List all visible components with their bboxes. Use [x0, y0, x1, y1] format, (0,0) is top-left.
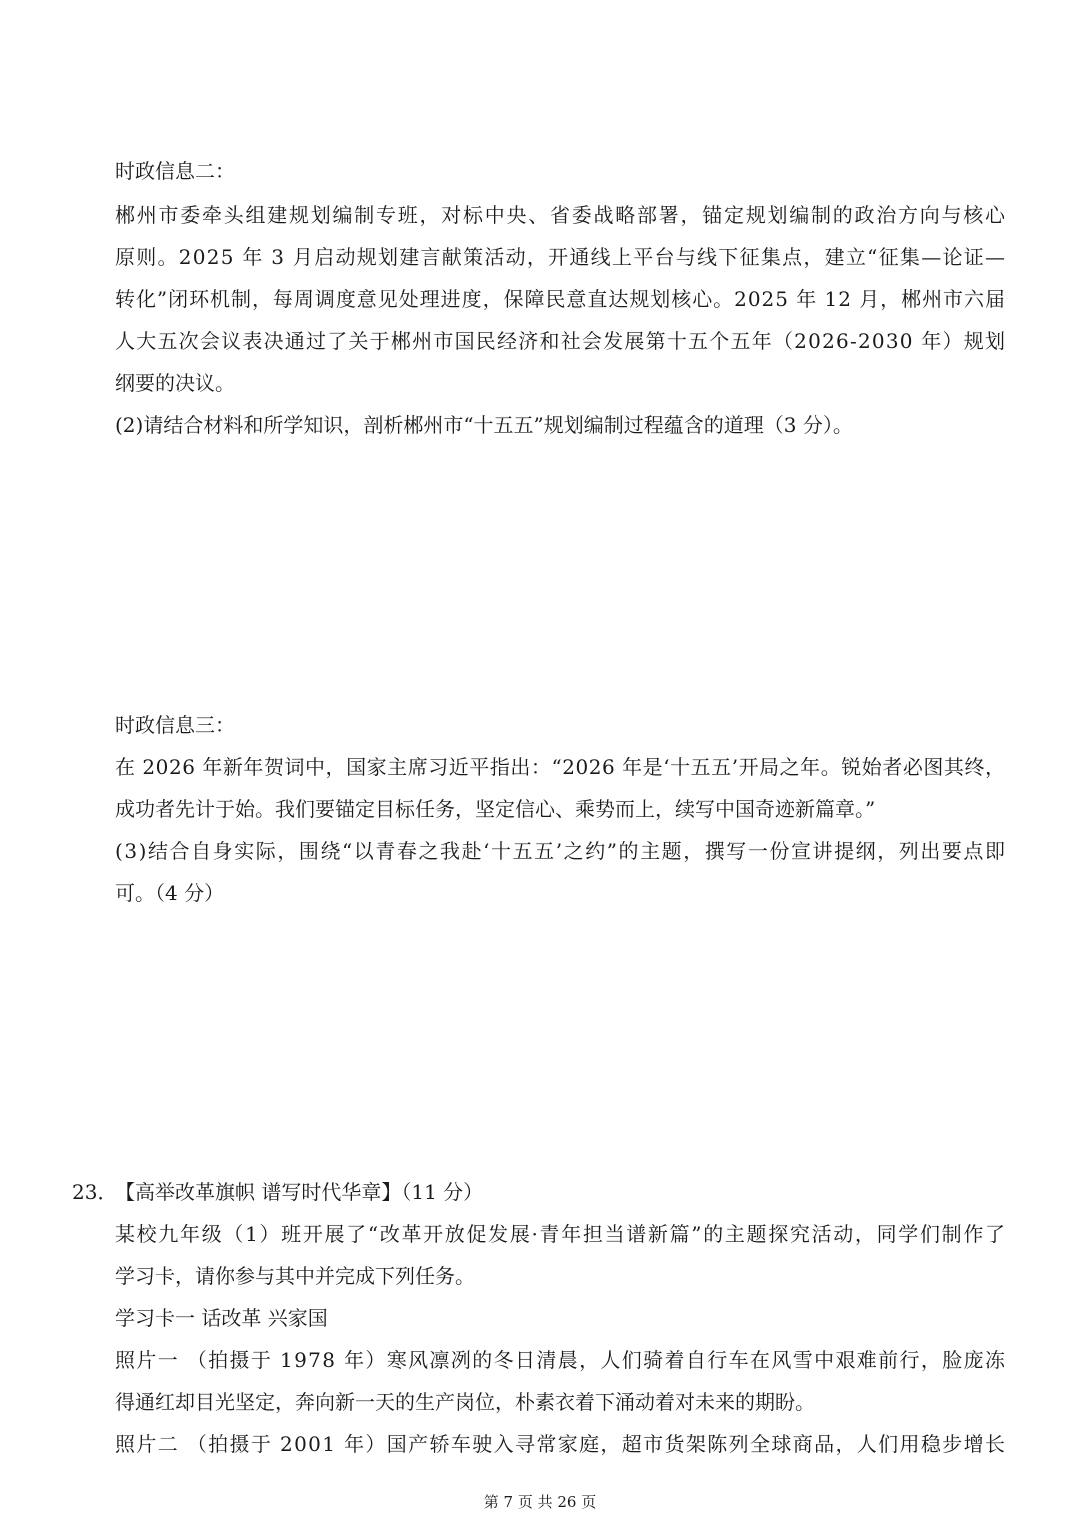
block3-question-line-1: (3)结合自身实际，围绕“以青春之我赴‘十五五’之约”的主题，撰写一份宣讲提纲，列出要点即 — [115, 839, 1007, 863]
block2-line-4: 人大五次会议表决通过了关于郴州市国民经济和社会发展第十五个五年（2026-2030 年）规划 — [115, 329, 1007, 353]
question-number: 23． — [72, 1180, 118, 1204]
block3-heading: 时政信息三： — [115, 713, 235, 737]
page-footer: 第 7 页 共 26 页 — [483, 1493, 597, 1511]
block2-line-5: 纲要的决议。 — [115, 371, 235, 395]
photo-line-1: 照片一 （拍摄于 1978 年）寒风凛冽的冬日清晨，人们骑着自行车在风雪中艰难前行，脸庞冻 — [115, 1348, 1007, 1372]
question-title: 【高举改革旗帜 谱写时代华章】（11 分） — [115, 1180, 484, 1204]
block3-line-1: 在 2026 年新年贺词中，国家主席习近平指出：“2026 年是‘十五五’开局之年。锐始者必图其终， — [115, 755, 1006, 779]
block3-line-2: 成功者先计于始。我们要锚定目标任务，坚定信心、乘势而上，续写中国奇迹新篇章。” — [115, 797, 876, 821]
block3-question-line-2: 可。（4 分） — [115, 881, 225, 905]
photo-line-2: 得通红却目光坚定，奔向新一天的生产岗位，朴素衣着下涌动着对未来的期盼。 — [115, 1390, 815, 1414]
learning-card-title: 学习卡一 话改革 兴家国 — [115, 1306, 328, 1330]
block2-line-1: 郴州市委牵头组建规划编制专班，对标中央、省委战略部署，锚定规划编制的政治方向与核心 — [115, 203, 1007, 227]
block2-question: (2)请结合材料和所学知识，剖析郴州市“十五五”规划编制过程蕴含的道理（3 分）。 — [115, 413, 853, 437]
photo-line-3: 照片二 （拍摄于 2001 年）国产轿车驶入寻常家庭，超市货架陈列全球商品，人们用稳步增长 — [115, 1432, 1007, 1456]
q23-intro-line-1: 某校九年级（1）班开展了“改革开放促发展·青年担当谱新篇”的主题探究活动，同学们制作了 — [115, 1222, 1007, 1246]
block2-line-3: 转化”闭环机制，每周调度意见处理进度，保障民意直达规划核心。2025 年 12 月，郴州市六届 — [115, 287, 1006, 311]
q23-intro-line-2: 学习卡，请你参与其中并完成下列任务。 — [115, 1264, 475, 1288]
block2-heading: 时政信息二： — [115, 159, 235, 183]
block2-line-2: 原则。2025 年 3 月启动规划建言献策活动，开通线上平台与线下征集点，建立“征集—论证— — [115, 245, 1007, 269]
